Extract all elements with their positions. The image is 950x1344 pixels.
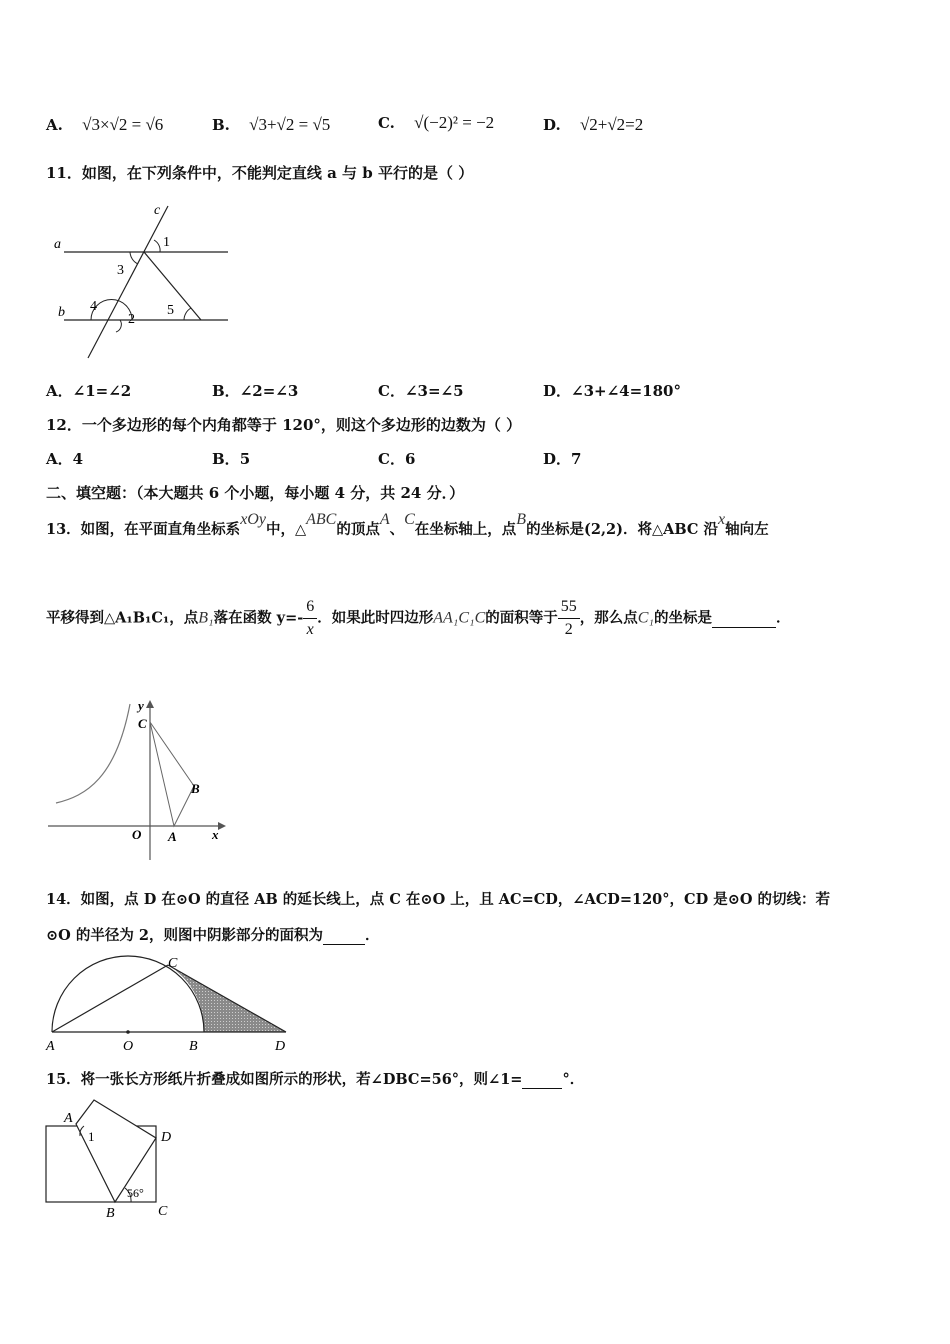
angle-2-arc bbox=[116, 320, 121, 332]
chord-ac bbox=[52, 965, 168, 1032]
label-2: 2 bbox=[128, 312, 135, 327]
q10-option-a-expr: √3×√2 = √6 bbox=[82, 115, 164, 134]
q11-option-d: D．∠3+∠4=180° bbox=[543, 382, 681, 400]
label-y: y bbox=[138, 698, 144, 713]
label-c: C bbox=[168, 956, 178, 971]
label-c: c bbox=[154, 203, 161, 218]
q12-stem: 12．一个多边形的每个内角都等于 120°，则这个多边形的边数为（ ） bbox=[46, 416, 522, 434]
label-56-degrees: 56° bbox=[127, 1186, 144, 1200]
q13-line2: 平移得到△A₁B₁C₁，点B₁落在函数 y=- $\frac{6}{x}$ ．如果此时四边形AA₁C₁C的面积等于 $\frac{55}{2}$ ，那么点C₁的坐标是 ． bbox=[46, 598, 791, 638]
label-c: C bbox=[158, 1204, 168, 1219]
q11-option-c: C．∠3=∠5 bbox=[378, 382, 464, 400]
q11-stem: 11．如图，在下列条件中，不能判定直线 a 与 b 平行的是（ ） bbox=[46, 164, 474, 182]
q11-option-b: B．∠2=∠3 bbox=[212, 382, 299, 400]
label-b: B bbox=[106, 1206, 115, 1221]
line-c bbox=[88, 206, 168, 358]
angle-3-arc bbox=[130, 252, 138, 264]
q10-option-d: D. √2+√2=2 bbox=[543, 115, 644, 134]
semicircle bbox=[52, 956, 204, 1032]
x-axis-arrow bbox=[218, 822, 226, 830]
label-x: x bbox=[212, 827, 219, 842]
section-heading: 二、填空题：（本大题共 6 个小题，每小题 4 分，共 24 分．） bbox=[46, 484, 465, 502]
fraction-6-over-x: $\frac{6}{x}$ bbox=[303, 598, 317, 639]
q10-option-b-expr: √3+√2 = √5 bbox=[249, 115, 331, 134]
angle-5-arc bbox=[184, 308, 191, 320]
label-b: b bbox=[58, 305, 65, 320]
q12-option-b: B．5 bbox=[212, 450, 251, 468]
angle-4-arc bbox=[91, 300, 132, 321]
q10-option-a: A. √3×√2 = √6 bbox=[46, 115, 164, 134]
q12-option-d: D．7 bbox=[543, 450, 582, 468]
label-c: C bbox=[138, 716, 147, 731]
hyperbola-curve bbox=[56, 704, 130, 803]
q12-option-c: C．6 bbox=[378, 450, 416, 468]
q10-option-d-expr: √2+√2=2 bbox=[579, 115, 644, 134]
label-5: 5 bbox=[167, 303, 174, 318]
label-o: O bbox=[123, 1039, 134, 1054]
label-1: 1 bbox=[163, 235, 170, 250]
label-o: O bbox=[132, 827, 142, 842]
q14-line2: ⊙O 的半径为 2，则图中阴影部分的面积为 ． bbox=[46, 927, 380, 944]
q13-figure bbox=[46, 696, 226, 862]
folded-flap bbox=[76, 1100, 156, 1202]
label-b: B bbox=[191, 781, 200, 796]
q13-line1: 13．如图，在平面直角坐标系xOy中，△ABC的顶点A、C在坐标轴上，点B的坐标是(2,2)．将△ABC 沿x轴向左 bbox=[46, 511, 769, 538]
fraction-55-over-2: $\frac{55}{2}$ bbox=[558, 598, 580, 639]
q12-option-a: A．4 bbox=[46, 450, 84, 468]
q15-figure bbox=[40, 1096, 190, 1222]
label-3: 3 bbox=[117, 263, 124, 278]
label-a: A bbox=[64, 1111, 73, 1126]
center-dot bbox=[126, 1030, 130, 1034]
q10-option-b: B. √3+√2 = √5 bbox=[212, 115, 331, 134]
label-4: 4 bbox=[90, 299, 97, 314]
q14-line1: 14．如图，点 D 在⊙O 的直径 AB 的延长线上，点 C 在⊙O 上，且 AC=CD，∠ACD=120°，CD 是⊙O 的切线：若 bbox=[46, 891, 831, 908]
label-a: a bbox=[54, 237, 61, 252]
q14-answer-blank[interactable] bbox=[323, 927, 365, 945]
q15-stem: 15．将一张长方形纸片折叠成如图所示的形状，若∠DBC=56°，则∠1= °． bbox=[46, 1071, 585, 1088]
q10-option-c-expr: √(−2)² = −2 bbox=[414, 113, 495, 132]
q11-figure bbox=[46, 198, 236, 360]
q13-answer-blank[interactable] bbox=[712, 610, 776, 628]
q15-answer-blank[interactable] bbox=[522, 1071, 562, 1089]
q11-option-a: A．∠1=∠2 bbox=[46, 382, 132, 400]
label-1: 1 bbox=[88, 1129, 95, 1144]
q10-option-c: C. √(−2)² = −2 bbox=[378, 113, 495, 132]
triangle-abc bbox=[150, 722, 194, 826]
label-d: D bbox=[275, 1039, 286, 1054]
y-axis-arrow bbox=[146, 700, 154, 708]
angle-1-arc bbox=[154, 240, 160, 252]
label-d: D bbox=[161, 1130, 172, 1145]
label-a: A bbox=[168, 829, 177, 844]
label-a: A bbox=[46, 1039, 55, 1054]
label-b: B bbox=[189, 1039, 198, 1054]
q14-figure bbox=[42, 954, 292, 1054]
